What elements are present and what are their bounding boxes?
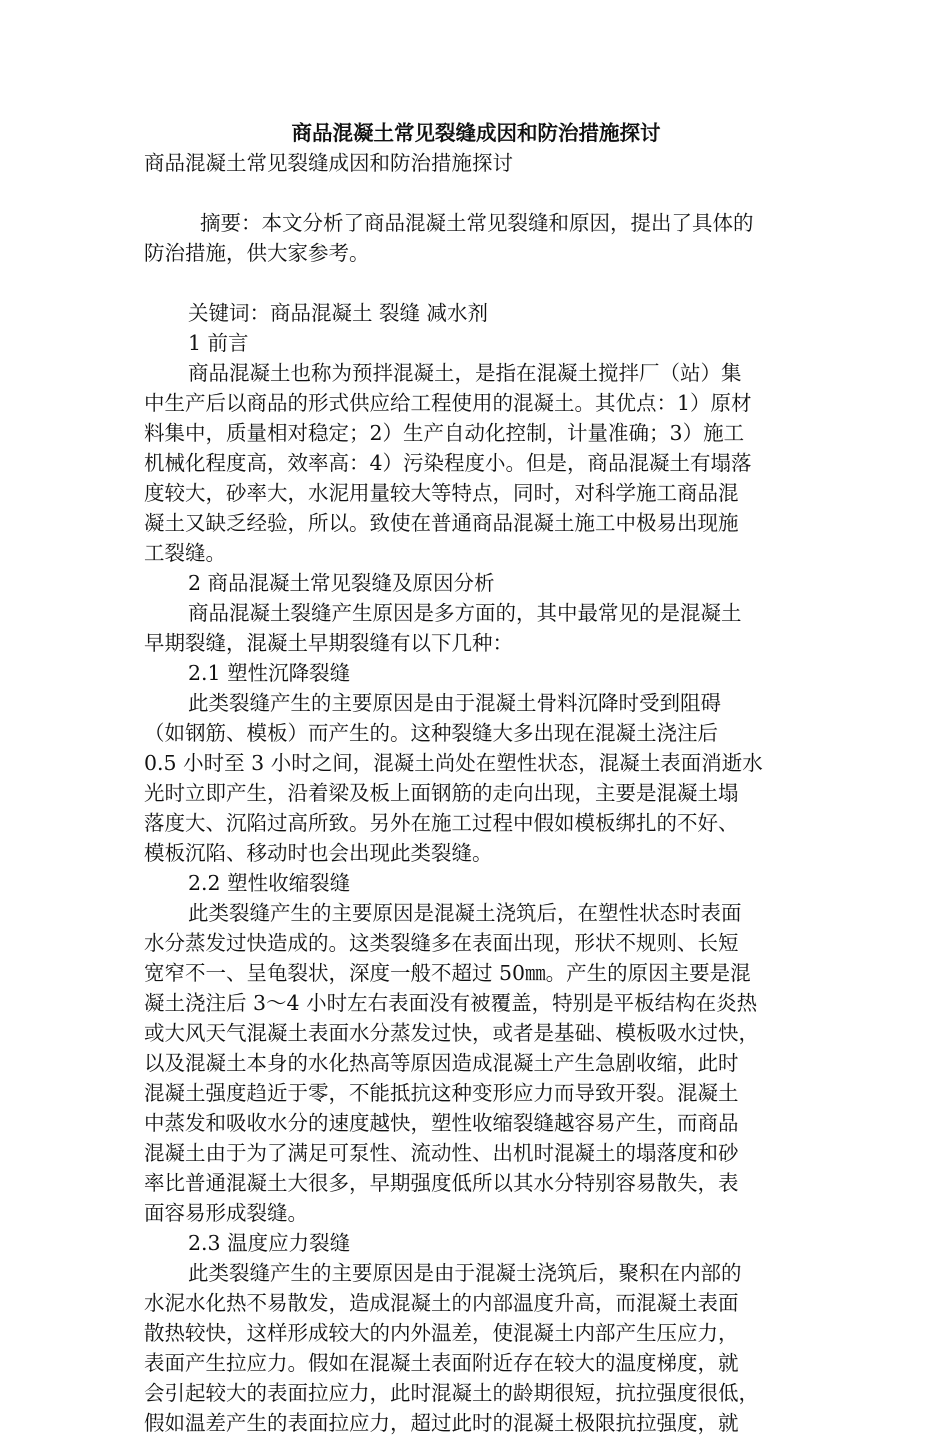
paragraph-line: 落度大、沉陷过高所致。另外在施工过程中假如模板绑扎的不好、 — [144, 811, 739, 835]
section-heading-2: 2 商品混凝土常见裂缝及原因分析 — [188, 571, 495, 595]
document-subtitle: 商品混凝土常见裂缝成因和防治措施探讨 — [144, 151, 513, 175]
section-2-2-paragraph — [144, 898, 808, 1228]
paragraph-line: 此类裂缝产生的主要原因是混凝土浇筑后，在塑性状态时表面 — [188, 901, 742, 925]
paragraph-line: 会引起较大的表面拉应力，此时混凝土的龄期很短，抗拉强度很低， — [144, 1381, 759, 1405]
paragraph-line: 宽窄不一、呈龟裂状，深度一般不超过 50㎜。产生的原因主要是混 — [144, 961, 751, 985]
paragraph-line: 水泥水化热不易散发，造成混凝土的内部温度升高，而混凝土表面 — [144, 1291, 739, 1315]
paragraph-line: 表面产生拉应力。假如在混凝土表面附近存在较大的温度梯度，就 — [144, 1351, 739, 1375]
paragraph-line: 中蒸发和吸收水分的速度越快，塑性收缩裂缝越容易产生，而商品 — [144, 1111, 739, 1135]
paragraph-line: 以及混凝土本身的水化热高等原因造成混凝土产生急剧收缩，此时 — [144, 1051, 739, 1075]
section-1-paragraph — [144, 358, 808, 568]
paragraph-line: 工裂缝。 — [144, 541, 226, 565]
section-heading-2-2: 2.2 塑性收缩裂缝 — [188, 871, 351, 895]
abstract-line: 摘要：本文分析了商品混凝土常见裂缝和原因，提出了具体的 — [200, 211, 754, 235]
paragraph-line: 散热较快，这样形成较大的内外温差，使混凝土内部产生压应力， — [144, 1321, 739, 1345]
spacer — [144, 268, 808, 298]
section-heading-2-3: 2.3 温度应力裂缝 — [188, 1231, 351, 1255]
section-2-3-paragraph — [144, 1258, 808, 1438]
paragraph-line: 凝土浇注后 3～4 小时左右表面没有被覆盖，特别是平板结构在炎热 — [144, 991, 758, 1015]
abstract — [144, 208, 808, 268]
paragraph-line: 商品混凝土裂缝产生原因是多方面的，其中最常见的是混凝土 — [188, 601, 742, 625]
paragraph-line: 混凝土强度趋近于零，不能抵抗这种变形应力而导致开裂。混凝土 — [144, 1081, 739, 1105]
section-heading-2-1: 2.1 塑性沉降裂缝 — [188, 661, 351, 685]
section-2-paragraph — [144, 598, 808, 658]
paragraph-line: 模板沉陷、移动时也会出现此类裂缝。 — [144, 841, 493, 865]
paragraph-line: 率比普通混凝土大很多，早期强度低所以其水分特别容易散失，表 — [144, 1171, 739, 1195]
paragraph-line: 水分蒸发过快造成的。这类裂缝多在表面出现，形状不规则、长短 — [144, 931, 739, 955]
paragraph-line: 商品混凝土也称为预拌混凝土，是指在混凝土搅拌厂（站）集 — [188, 361, 742, 385]
spacer — [144, 178, 808, 208]
paragraph-line: 凝土又缺乏经验，所以。致使在普通商品混凝土施工中极易出现施 — [144, 511, 739, 535]
paragraph-line: 面容易形成裂缝。 — [144, 1201, 308, 1225]
paragraph-line: 早期裂缝，混凝土早期裂缝有以下几种： — [144, 631, 513, 655]
paragraph-line: 此类裂缝产生的主要原因是由于混凝士浇筑后，聚积在内部的 — [188, 1261, 742, 1285]
paragraph-line: 0.5 小时至 3 小时之间，混凝土尚处在塑性状态，混凝土表面消逝水 — [144, 751, 763, 775]
section-heading-1: 1 前言 — [188, 331, 249, 355]
keywords: 关键词：商品混凝土 裂缝 减水剂 — [188, 301, 489, 325]
paragraph-line: 此类裂缝产生的主要原因是由于混凝土骨料沉降时受到阻碍 — [188, 691, 721, 715]
abstract-line: 防治措施，供大家参考。 — [144, 241, 370, 265]
paragraph-line: 度较大，砂率大，水泥用量较大等特点，同时，对科学施工商品混 — [144, 481, 739, 505]
paragraph-line: 或大风天气混凝土表面水分蒸发过快，或者是基础、模板吸水过快， — [144, 1021, 759, 1045]
document-title: 商品混凝土常见裂缝成因和防治措施探讨 — [291, 121, 661, 145]
paragraph-line: 光时立即产生，沿着梁及板上面钢筋的走向出现，主要是混凝土塌 — [144, 781, 739, 805]
paragraph-line: 假如温差产生的表面拉应力，超过此时的混凝土极限抗拉强度，就 — [144, 1411, 739, 1435]
document-page — [144, 118, 808, 1438]
paragraph-line: （如钢筋、模板）而产生的。这种裂缝大多出现在混凝土浇注后 — [144, 721, 718, 745]
paragraph-line: 中生产后以商品的形式供应给工程使用的混凝土。其优点：1）原材 — [144, 391, 752, 415]
paragraph-line: 混凝土由于为了满足可泵性、流动性、出机时混凝土的塌落度和砂 — [144, 1141, 739, 1165]
paragraph-line: 机械化程度高，效率高：4）污染程度小。但是，商品混凝土有塌落 — [144, 451, 752, 475]
section-2-1-paragraph — [144, 688, 808, 868]
paragraph-line: 料集中，质量相对稳定；2）生产自动化控制，计量准确；3）施工 — [144, 421, 745, 445]
